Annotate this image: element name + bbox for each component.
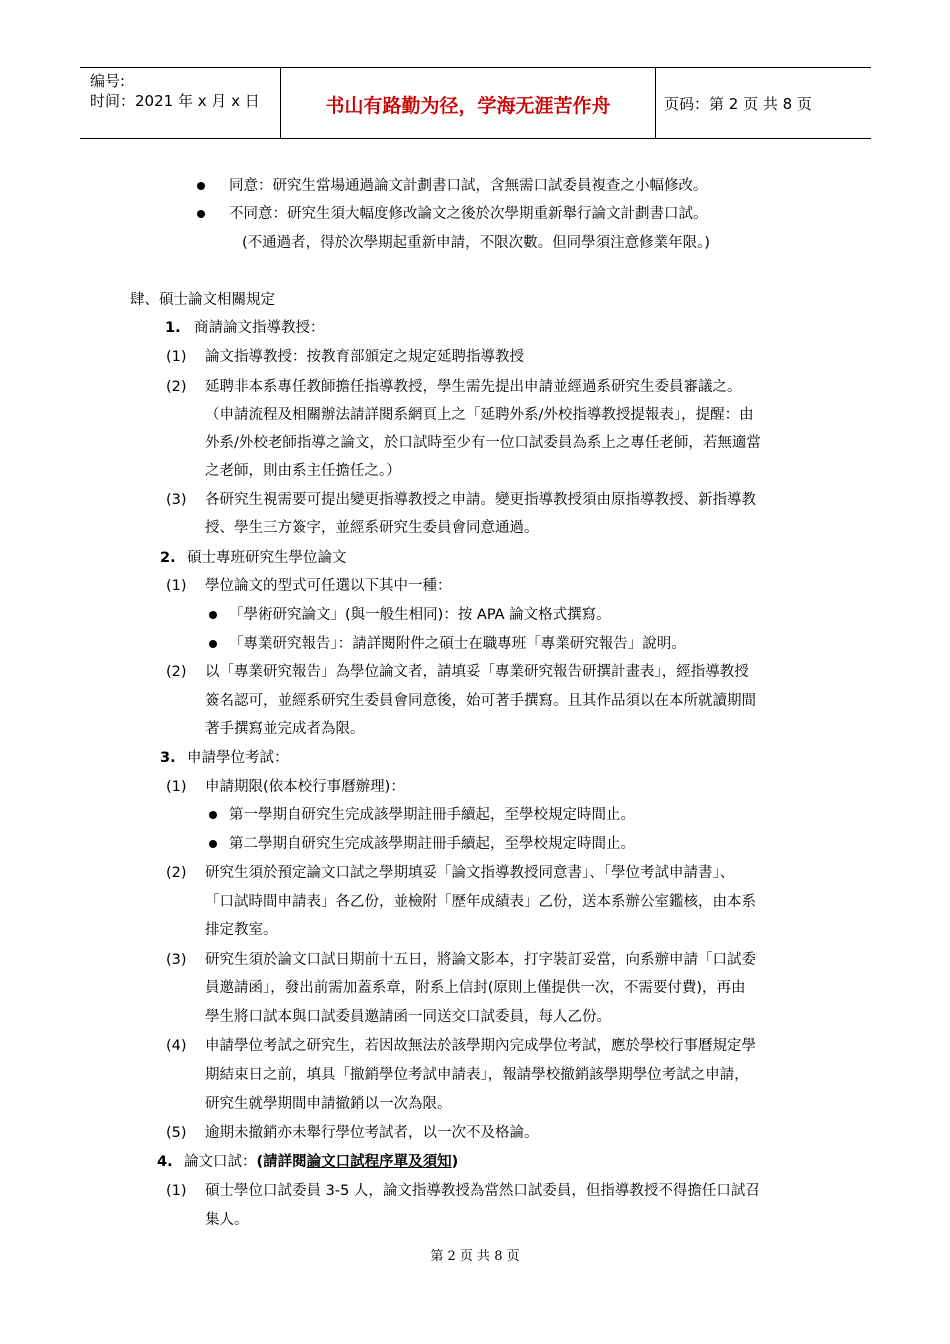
header-motto-cell [280,68,656,138]
paragraph-text: 申請期限(依本校行事曆辦理)： [205,779,405,795]
header-left-cell [80,68,280,138]
paragraph-text: 外系/外校老師指導之論文，於口試時至少有一位口試委員為系上之專任老師，若無適當 [205,435,761,451]
paragraph-text: 各研究生視需要可提出變更指導教授之申請。變更指導教授須由原指導教授、新指導教 [205,492,756,508]
paragraph-text: 授、學生三方簽字，並經系研究生委員會同意通過。 [205,520,539,536]
paragraph-text: 員邀請函」，發出前需加蓋系章，附系上信封(原則上僅提供一次，不需要付費)，再由 [205,980,746,996]
motto-text: 书山有路勤为径，学海无涯苦作舟 [325,95,611,117]
paragraph-text: 之老師，則由系主任擔任之。） [205,463,401,479]
paragraph-label: (2) [166,664,187,680]
section-title: 肆、碩士論文相關規定 [130,292,275,308]
number-label: 编号: [90,72,126,90]
item-title: 碩士專班研究生學位論文 [187,550,347,566]
paragraph-text: 申請學位考試之研究生，若因故無法於該學期內完成學位考試，應於學校行事曆規定學 [205,1038,756,1054]
paragraph-text: 學生將口試本與口試委員邀請函一同送交口試委員，每人乙份。 [205,1009,611,1025]
paragraph-text: 研究生須於論文口試日期前十五日，將論文影本，打字裝訂妥當，向系辦申請「口試委 [205,952,756,968]
paragraph-label: (1) [166,1183,187,1199]
paragraph-label: (1) [166,349,187,365]
paragraph-text: 「口試時間申請表」各乙份，並檢附「歷年成績表」乙份，送本系辦公室鑑核，由本系 [205,894,756,910]
bullet-text: 第一學期自研究生完成該學期註冊手續起，至學校規定時間止。 [229,807,635,823]
page-header [80,67,871,139]
page-info: 页码：第 2 页 共 8 页 [664,95,812,113]
disagree-text: 不同意：研究生須大幅度修改論文之後於次學期重新舉行論文計劃書口試。 [229,206,708,222]
paragraph-text: 研究生須於預定論文口試之學期填妥「論文指導教授同意書」、「學位考試申請書」、 [205,865,735,881]
item-number: 1. [165,320,181,336]
paragraph-label: (2) [166,379,187,395]
paragraph-text: 逾期未撤銷亦未舉行學位考試者，以一次不及格論。 [205,1125,539,1141]
bullet-icon [209,840,217,848]
bullet-text: 「專業研究報告」：請詳閱附件之碩士在職專班「專業研究報告」說明。 [229,636,686,652]
header-right-cell [654,68,871,138]
bullet-text: 「學術研究論文」(與一般生相同)：按 APA 論文格式撰寫。 [229,607,611,623]
item-title: 商請論文指導教授： [194,320,325,336]
paragraph-label: (1) [166,578,187,594]
procedure-link: 論文口試程序單及須知 [306,1154,452,1170]
bullet-icon [197,210,205,218]
item-title-ref-open: (請詳閱 [256,1154,307,1170]
paragraph-text: 簽名認可，並經系研究生委員會同意後，始可著手撰寫。且其作品須以在本所就讀期間 [205,693,756,709]
bullet-icon [197,182,205,190]
paragraph-text: 期結束日之前，填具「撤銷學位考試申請表」，報請學校撤銷該學期學位考試之申請， [205,1067,749,1083]
paragraph-text: 排定教室。 [205,922,278,938]
paragraph-text: （申請流程及相關辦法請詳閱系網頁上之「延聘外系/外校指導教授提報表」，提醒：由 [205,407,754,423]
agree-text: 同意：研究生當場通過論文計劃書口試，含無需口試委員複查之小幅修改。 [229,178,708,194]
paragraph-text: 以「專業研究報告」為學位論文者，請填妥「專業研究報告研撰計畫表」，經指導教授 [205,664,749,680]
paragraph-text: 研究生就學期間申請撤銷以一次為限。 [205,1096,452,1112]
paragraph-label: (2) [166,865,187,881]
item-title [184,1152,458,1172]
paragraph-text: 著手撰寫並完成者為限。 [205,721,365,737]
item-title-main: 論文口試： [184,1154,257,1170]
paragraph-label: (3) [166,492,187,508]
item-title-ref-close: ) [451,1154,459,1170]
disagree-note: (不通過者，得於次學期起重新申請，不限次數。但同學須注意修業年限。) [242,235,711,251]
paragraph-label: (1) [166,779,187,795]
paragraph-text: 論文指導教授：按教育部頒定之規定延聘指導教授 [205,349,524,365]
time-label: 时间：2021 年 x 月 x 日 [90,92,260,110]
paragraph-text: 延聘非本系專任教師擔任指導教授，學生需先提出申請並經過系研究生委員審議之。 [205,379,742,395]
paragraph-label: (3) [166,952,187,968]
item-number: 3. [160,750,176,766]
paragraph-text: 集人。 [205,1212,249,1228]
paragraph-label: (4) [166,1038,187,1054]
bullet-icon [209,640,217,648]
paragraph-label: (5) [166,1125,187,1141]
bullet-text: 第二學期自研究生完成該學期註冊手續起，至學校規定時間止。 [229,836,635,852]
item-number: 4. [157,1154,173,1170]
page-footer: 第 2 页 共 8 页 [430,1249,520,1264]
paragraph-text: 碩士學位口試委員 3-5 人，論文指導教授為當然口試委員，但指導教授不得擔任口試召 [205,1183,760,1199]
bullet-icon [209,611,217,619]
paragraph-text: 學位論文的型式可任選以下其中一種： [205,578,452,594]
item-number: 2. [160,550,176,566]
bullet-icon [209,811,217,819]
item-title: 申請學位考試： [187,750,289,766]
